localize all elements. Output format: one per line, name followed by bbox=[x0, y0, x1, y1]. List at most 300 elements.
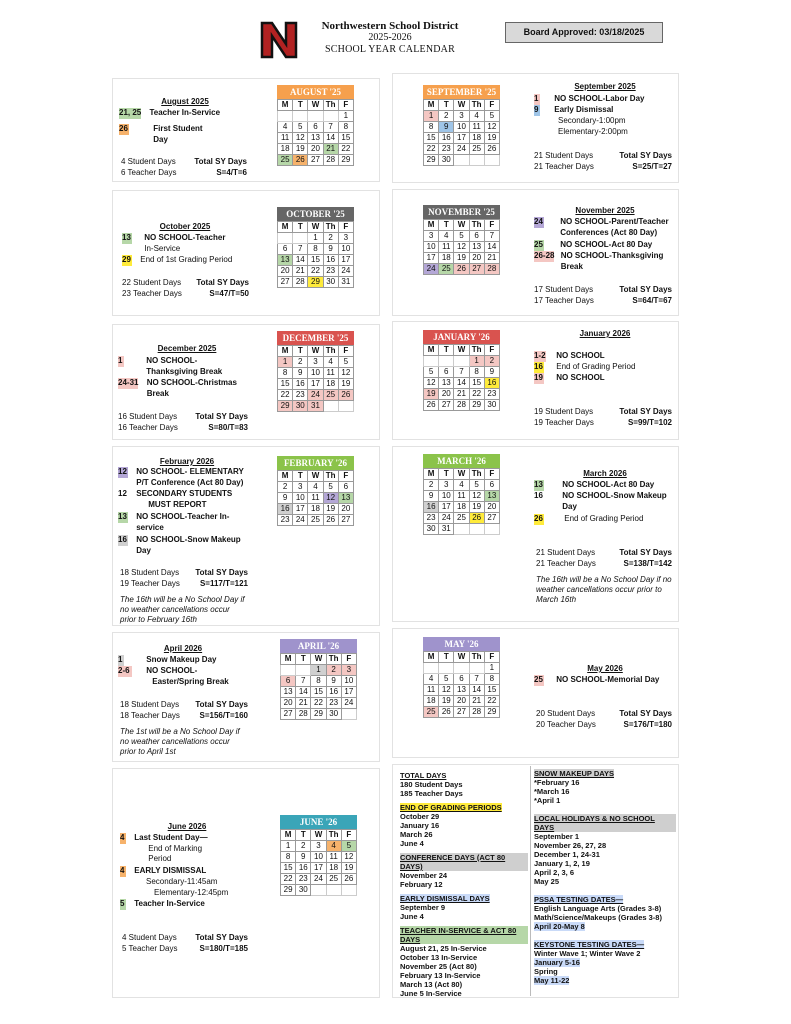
week-row bbox=[424, 133, 500, 144]
february-event-1 bbox=[118, 467, 244, 488]
sy-value: S=117/T=121 bbox=[199, 579, 248, 588]
day-cell: 7 bbox=[484, 231, 499, 242]
february-event-4 bbox=[118, 535, 241, 556]
week-row bbox=[281, 687, 357, 698]
day-cell: 1 bbox=[469, 356, 484, 367]
may-info-title: May 2026 bbox=[587, 664, 623, 673]
may-event-1 bbox=[534, 675, 659, 686]
day-cell: 27 bbox=[439, 400, 454, 411]
sy-value: S=4/T=6 bbox=[216, 168, 247, 177]
day-cell: 16 bbox=[484, 378, 499, 389]
event-date: 12 bbox=[118, 489, 127, 498]
weekday-label: T bbox=[439, 469, 454, 480]
day-cell: 30 bbox=[326, 709, 341, 720]
sy-value: S=64/T=67 bbox=[632, 296, 672, 305]
event-text: NO SCHOOL-Labor Day bbox=[554, 94, 645, 103]
pssa-dates: April 20-May 8 bbox=[534, 922, 585, 931]
empty-day-cell bbox=[439, 663, 454, 674]
student-days: 21 Student Days bbox=[534, 151, 594, 160]
student-days: 21 Student Days bbox=[536, 548, 596, 557]
march-event-3 bbox=[534, 514, 643, 525]
empty-day-cell bbox=[278, 233, 293, 244]
day-cell: 7 bbox=[323, 122, 338, 133]
event-date: 25 bbox=[534, 240, 543, 249]
empty-day-cell bbox=[311, 885, 326, 896]
weekday-label: T bbox=[293, 346, 308, 357]
day-cell: 7 bbox=[296, 676, 311, 687]
day-cell: 25 bbox=[278, 155, 293, 166]
day-cell: 7 bbox=[454, 367, 469, 378]
event-date: 13 bbox=[118, 512, 127, 521]
day-cell: 23 bbox=[439, 144, 454, 155]
event-text: NO SCHOOL- bbox=[146, 666, 198, 675]
february-totals bbox=[120, 567, 248, 589]
event-text: Teacher In-Service bbox=[134, 899, 205, 908]
week-row bbox=[278, 122, 354, 133]
teacher-days: 16 Teacher Days bbox=[118, 423, 178, 432]
day-cell: 22 bbox=[469, 389, 484, 400]
day-cell: 4 bbox=[326, 841, 341, 852]
week-row bbox=[424, 491, 500, 502]
march-calendar bbox=[423, 468, 500, 535]
day-cell: 14 bbox=[296, 687, 311, 698]
sy-label: Total SY Days bbox=[619, 151, 672, 160]
event-text: MUST REPORT bbox=[148, 499, 207, 509]
inservice-date: June 5 In-Service bbox=[400, 989, 462, 998]
weekday-header-row bbox=[278, 471, 354, 482]
day-cell: 22 bbox=[281, 874, 296, 885]
day-cell: 15 bbox=[338, 133, 353, 144]
weekday-header-row bbox=[424, 220, 500, 231]
event-text: NO SCHOOL-Act 80 Day bbox=[562, 480, 655, 489]
weekday-label: W bbox=[308, 100, 323, 111]
event-date: 25 bbox=[534, 675, 543, 684]
weekday-header-row bbox=[281, 654, 357, 665]
sy-label: Total SY Days bbox=[194, 157, 247, 166]
day-cell: 14 bbox=[323, 133, 338, 144]
day-cell: 10 bbox=[338, 244, 353, 255]
october-totals bbox=[122, 277, 249, 299]
event-text: NO SCHOOL-Teacher bbox=[144, 233, 226, 242]
weekday-label: Th bbox=[323, 222, 338, 233]
week-row bbox=[278, 244, 354, 255]
day-cell: 2 bbox=[424, 480, 439, 491]
day-cell: 27 bbox=[484, 513, 499, 524]
day-cell: 11 bbox=[469, 122, 484, 133]
january-event-3 bbox=[534, 373, 605, 384]
day-cell: 16 bbox=[326, 687, 341, 698]
day-cell: 15 bbox=[469, 378, 484, 389]
april-calendar bbox=[280, 653, 357, 720]
weekday-label: M bbox=[424, 345, 439, 356]
june-info-title: June 2026 bbox=[167, 822, 207, 831]
day-cell: 24 bbox=[439, 513, 454, 524]
day-cell: 29 bbox=[281, 885, 296, 896]
note-line: The 16th will be a No School Day if bbox=[120, 595, 245, 604]
inservice-date: February 13 In-Service bbox=[400, 971, 481, 980]
day-cell: 4 bbox=[439, 231, 454, 242]
day-cell: 10 bbox=[293, 493, 308, 504]
day-cell: 19 bbox=[293, 144, 308, 155]
teacher-days: 18 Teacher Days bbox=[120, 711, 180, 720]
day-cell: 4 bbox=[454, 480, 469, 491]
empty-day-cell bbox=[341, 709, 356, 720]
september-calendar bbox=[423, 99, 500, 166]
student-days: 19 Student Days bbox=[534, 407, 594, 416]
teacher-days: 20 Teacher Days bbox=[536, 720, 596, 729]
day-cell: 6 bbox=[484, 480, 499, 491]
empty-day-cell bbox=[281, 665, 296, 676]
day-cell: 5 bbox=[484, 111, 499, 122]
empty-day-cell bbox=[293, 233, 308, 244]
day-cell: 13 bbox=[281, 687, 296, 698]
sy-label: Total SY Days bbox=[195, 568, 248, 577]
day-cell: 15 bbox=[484, 685, 499, 696]
teacher-days: 17 Teacher Days bbox=[534, 296, 594, 305]
event-text: Easter/Spring Break bbox=[152, 676, 229, 686]
day-cell: 15 bbox=[311, 687, 326, 698]
week-row bbox=[278, 111, 354, 122]
day-cell: 18 bbox=[439, 253, 454, 264]
week-row bbox=[424, 524, 500, 535]
weekday-label: W bbox=[311, 654, 326, 665]
march-info-title: March 2026 bbox=[583, 469, 627, 478]
day-cell: 18 bbox=[308, 504, 323, 515]
day-cell: 12 bbox=[484, 122, 499, 133]
sy-value: S=138/T=142 bbox=[623, 559, 672, 568]
january-calendar-title: JANUARY '26 bbox=[423, 330, 500, 344]
week-row bbox=[424, 367, 500, 378]
weekday-label: T bbox=[293, 100, 308, 111]
day-cell: 30 bbox=[293, 401, 308, 412]
february-note bbox=[120, 595, 245, 625]
event-text: End of Grading Period bbox=[564, 514, 644, 523]
event-text: NO SCHOOL-Memorial Day bbox=[556, 675, 660, 684]
event-text: Teacher In-Service bbox=[149, 108, 221, 117]
day-cell: 8 bbox=[281, 852, 296, 863]
event-text: First Student bbox=[153, 124, 203, 133]
weekday-label: T bbox=[296, 830, 311, 841]
pssa-line: English Language Arts (Grades 3-8) bbox=[534, 904, 662, 913]
march-calendar-title: MARCH '26 bbox=[423, 454, 500, 468]
event-subtext: Elementary-12:45pm bbox=[154, 887, 229, 897]
empty-day-cell bbox=[469, 155, 484, 166]
day-cell: 1 bbox=[308, 233, 323, 244]
week-row bbox=[281, 709, 357, 720]
day-cell: 27 bbox=[454, 707, 469, 718]
grading-date: June 4 bbox=[400, 839, 424, 848]
event-text: End of Grading Period bbox=[556, 362, 636, 371]
may-calendar-title: MAY '26 bbox=[423, 637, 500, 651]
conference-days-heading: CONFERENCE DAYS (ACT 80 DAYS) bbox=[400, 853, 528, 871]
day-cell: 17 bbox=[424, 253, 439, 264]
empty-day-cell bbox=[293, 111, 308, 122]
inservice-heading: TEACHER IN-SERVICE & ACT 80 DAYS bbox=[400, 926, 528, 944]
day-cell: 30 bbox=[484, 400, 499, 411]
day-cell: 8 bbox=[338, 122, 353, 133]
day-cell: 17 bbox=[338, 255, 353, 266]
day-cell: 24 bbox=[338, 266, 353, 277]
day-cell: 18 bbox=[323, 379, 338, 390]
weekday-header-row bbox=[278, 222, 354, 233]
day-cell: 17 bbox=[311, 863, 326, 874]
day-cell: 22 bbox=[338, 144, 353, 155]
day-cell: 22 bbox=[424, 144, 439, 155]
march-note bbox=[536, 575, 672, 605]
event-text: NO SCHOOL-Act 80 Day bbox=[560, 240, 653, 249]
week-row bbox=[424, 502, 500, 513]
day-cell: 12 bbox=[469, 491, 484, 502]
weekday-label: F bbox=[484, 345, 499, 356]
november-event-1 bbox=[534, 217, 669, 238]
day-cell: 2 bbox=[296, 841, 311, 852]
weekday-label: M bbox=[278, 100, 293, 111]
day-cell: 3 bbox=[424, 231, 439, 242]
snow-makeup-date: *April 1 bbox=[534, 796, 561, 805]
week-row bbox=[424, 122, 500, 133]
early-dismissal-heading: EARLY DISMISSAL DAYS bbox=[400, 894, 490, 903]
day-cell: 14 bbox=[469, 685, 484, 696]
october-event-2 bbox=[122, 255, 232, 266]
day-cell: 27 bbox=[338, 515, 353, 526]
event-text: P/T Conference (Act 80 Day) bbox=[136, 477, 244, 487]
weekday-label: Th bbox=[469, 100, 484, 111]
student-days: 4 Student Days bbox=[121, 157, 176, 166]
september-totals bbox=[534, 150, 672, 172]
day-cell: 7 bbox=[469, 674, 484, 685]
event-date: 29 bbox=[122, 255, 131, 264]
day-cell: 20 bbox=[338, 504, 353, 515]
week-row bbox=[278, 357, 354, 368]
day-cell: 3 bbox=[338, 233, 353, 244]
day-cell: 9 bbox=[424, 491, 439, 502]
weekday-label: M bbox=[281, 830, 296, 841]
day-cell: 14 bbox=[293, 255, 308, 266]
day-cell: 15 bbox=[281, 863, 296, 874]
day-cell: 5 bbox=[469, 480, 484, 491]
holiday-date: November 26, 27, 28 bbox=[534, 841, 607, 850]
day-cell: 18 bbox=[424, 696, 439, 707]
day-cell: 6 bbox=[281, 676, 296, 687]
keystone-line: Spring bbox=[534, 967, 558, 976]
day-cell: 29 bbox=[308, 277, 323, 288]
teacher-days: 21 Teacher Days bbox=[536, 559, 596, 568]
grading-date: March 26 bbox=[400, 830, 433, 839]
september-event-1 bbox=[534, 94, 644, 105]
october-calendar bbox=[277, 221, 354, 288]
event-text: NO SCHOOL-Snow Makeup bbox=[562, 491, 667, 500]
day-cell: 20 bbox=[308, 144, 323, 155]
summary-left-column bbox=[400, 767, 528, 998]
snow-makeup-date: *March 16 bbox=[534, 787, 570, 796]
weekday-label: T bbox=[296, 654, 311, 665]
day-cell: 24 bbox=[308, 390, 323, 401]
sy-label: Total SY Days bbox=[196, 278, 249, 287]
event-text: Day bbox=[136, 545, 151, 555]
event-subtext: Secondary-1:00pm bbox=[558, 116, 626, 125]
day-cell: 4 bbox=[308, 482, 323, 493]
day-cell: 5 bbox=[293, 122, 308, 133]
february-calendar-title: FEBRUARY '26 bbox=[277, 456, 354, 470]
day-cell: 18 bbox=[454, 502, 469, 513]
week-row bbox=[424, 480, 500, 491]
sy-label: Total SY Days bbox=[619, 285, 672, 294]
january-event-1 bbox=[534, 351, 605, 362]
april-totals bbox=[120, 699, 248, 721]
day-cell: 29 bbox=[484, 707, 499, 718]
weekday-header-row bbox=[278, 100, 354, 111]
student-days: 16 Student Days bbox=[118, 412, 178, 421]
grading-date: January 16 bbox=[400, 821, 440, 830]
week-row bbox=[278, 266, 354, 277]
event-date: 26-28 bbox=[534, 251, 555, 260]
december-calendar-title: DECEMBER '25 bbox=[277, 331, 354, 345]
note-line: March 16th bbox=[536, 595, 577, 604]
empty-day-cell bbox=[338, 401, 353, 412]
event-text: NO SCHOOL-Snow Makeup bbox=[136, 535, 241, 544]
summary-divider bbox=[530, 766, 531, 996]
note-line: The 1st will be a No School Day if bbox=[120, 727, 240, 736]
day-cell: 3 bbox=[308, 357, 323, 368]
school-years: 2025-2026 bbox=[368, 32, 412, 43]
event-date: 24 bbox=[534, 217, 543, 226]
june-event-3 bbox=[120, 899, 205, 910]
october-event-1 bbox=[122, 233, 225, 254]
keystone-dates: May 11-22 bbox=[534, 976, 570, 985]
week-row bbox=[281, 863, 357, 874]
day-cell: 21 bbox=[296, 698, 311, 709]
may-calendar bbox=[423, 651, 500, 718]
day-cell: 30 bbox=[424, 524, 439, 535]
weekday-label: W bbox=[454, 652, 469, 663]
event-text: NO SCHOOL- bbox=[146, 356, 198, 365]
week-row bbox=[278, 379, 354, 390]
event-date: 2-6 bbox=[118, 666, 132, 677]
day-cell: 9 bbox=[484, 367, 499, 378]
board-approved-badge: Board Approved: 03/18/2025 bbox=[505, 22, 663, 43]
weekday-label: Th bbox=[469, 220, 484, 231]
day-cell: 21 bbox=[323, 144, 338, 155]
day-cell: 16 bbox=[293, 379, 308, 390]
day-cell: 16 bbox=[296, 863, 311, 874]
week-row bbox=[424, 674, 500, 685]
september-event-2-detail bbox=[558, 116, 628, 137]
pssa-line: Math/Science/Makeups (Grades 3-8) bbox=[534, 913, 662, 922]
day-cell: 28 bbox=[293, 277, 308, 288]
day-cell: 26 bbox=[454, 264, 469, 275]
event-text: Thanksgiving Break bbox=[146, 366, 223, 376]
empty-day-cell bbox=[454, 155, 469, 166]
weekday-label: W bbox=[454, 469, 469, 480]
day-cell: 21 bbox=[469, 696, 484, 707]
holiday-date: April 2, 3, 6 bbox=[534, 868, 575, 877]
event-date: 12 bbox=[118, 467, 127, 476]
week-row bbox=[278, 390, 354, 401]
event-text: End of 1st Grading Period bbox=[140, 255, 233, 264]
weekday-label: T bbox=[439, 652, 454, 663]
weekday-label: Th bbox=[469, 345, 484, 356]
day-cell: 12 bbox=[338, 368, 353, 379]
week-row bbox=[278, 277, 354, 288]
june-event-2-detail bbox=[146, 877, 228, 898]
day-cell: 9 bbox=[323, 244, 338, 255]
day-cell: 1 bbox=[338, 111, 353, 122]
day-cell: 5 bbox=[323, 482, 338, 493]
event-text: Break bbox=[560, 261, 583, 271]
day-cell: 20 bbox=[469, 253, 484, 264]
day-cell: 10 bbox=[439, 491, 454, 502]
event-text: Break bbox=[146, 388, 169, 398]
empty-day-cell bbox=[484, 524, 499, 535]
week-row bbox=[278, 144, 354, 155]
empty-day-cell bbox=[323, 401, 338, 412]
day-cell: 17 bbox=[341, 687, 356, 698]
day-cell: 12 bbox=[454, 242, 469, 253]
student-days: 18 Student Days bbox=[120, 700, 180, 709]
weekday-label: M bbox=[278, 471, 293, 482]
event-text: service bbox=[136, 522, 164, 532]
november-calendar-title: NOVEMBER '25 bbox=[423, 205, 500, 219]
day-cell: 26 bbox=[439, 707, 454, 718]
weekday-label: F bbox=[484, 652, 499, 663]
weekday-label: F bbox=[484, 220, 499, 231]
day-cell: 10 bbox=[454, 122, 469, 133]
day-cell: 7 bbox=[293, 244, 308, 255]
september-calendar-title: SEPTEMBER '25 bbox=[423, 85, 500, 99]
weekday-label: T bbox=[293, 222, 308, 233]
day-cell: 16 bbox=[323, 255, 338, 266]
day-cell: 3 bbox=[311, 841, 326, 852]
teacher-days: 23 Teacher Days bbox=[122, 289, 182, 298]
weekday-header-row bbox=[424, 652, 500, 663]
day-cell: 31 bbox=[308, 401, 323, 412]
student-days: 20 Student Days bbox=[536, 709, 596, 718]
weekday-label: W bbox=[454, 100, 469, 111]
day-cell: 5 bbox=[424, 367, 439, 378]
day-cell: 12 bbox=[293, 133, 308, 144]
day-cell: 16 bbox=[278, 504, 293, 515]
day-cell: 8 bbox=[308, 244, 323, 255]
week-row bbox=[281, 698, 357, 709]
day-cell: 9 bbox=[278, 493, 293, 504]
week-row bbox=[424, 356, 500, 367]
week-row bbox=[278, 482, 354, 493]
day-cell: 6 bbox=[454, 674, 469, 685]
week-row bbox=[281, 841, 357, 852]
day-cell: 22 bbox=[484, 696, 499, 707]
snow-makeup-heading: SNOW MAKEUP DAYS bbox=[534, 769, 615, 778]
day-cell: 11 bbox=[424, 685, 439, 696]
day-cell: 27 bbox=[278, 277, 293, 288]
day-cell: 3 bbox=[439, 480, 454, 491]
event-date: 1 bbox=[534, 94, 539, 103]
day-cell: 11 bbox=[326, 852, 341, 863]
event-date: 16 bbox=[534, 491, 543, 500]
event-date: 1 bbox=[118, 655, 123, 664]
day-cell: 13 bbox=[469, 242, 484, 253]
day-cell: 20 bbox=[281, 698, 296, 709]
january-totals bbox=[534, 406, 672, 428]
weekday-label: T bbox=[439, 220, 454, 231]
october-calendar-title: OCTOBER '25 bbox=[277, 207, 354, 221]
day-cell: 3 bbox=[341, 665, 356, 676]
sy-value: S=180/T=185 bbox=[199, 944, 248, 953]
day-cell: 2 bbox=[326, 665, 341, 676]
december-totals bbox=[118, 411, 248, 433]
empty-day-cell bbox=[278, 111, 293, 122]
day-cell: 24 bbox=[454, 144, 469, 155]
january-event-2 bbox=[534, 362, 635, 373]
